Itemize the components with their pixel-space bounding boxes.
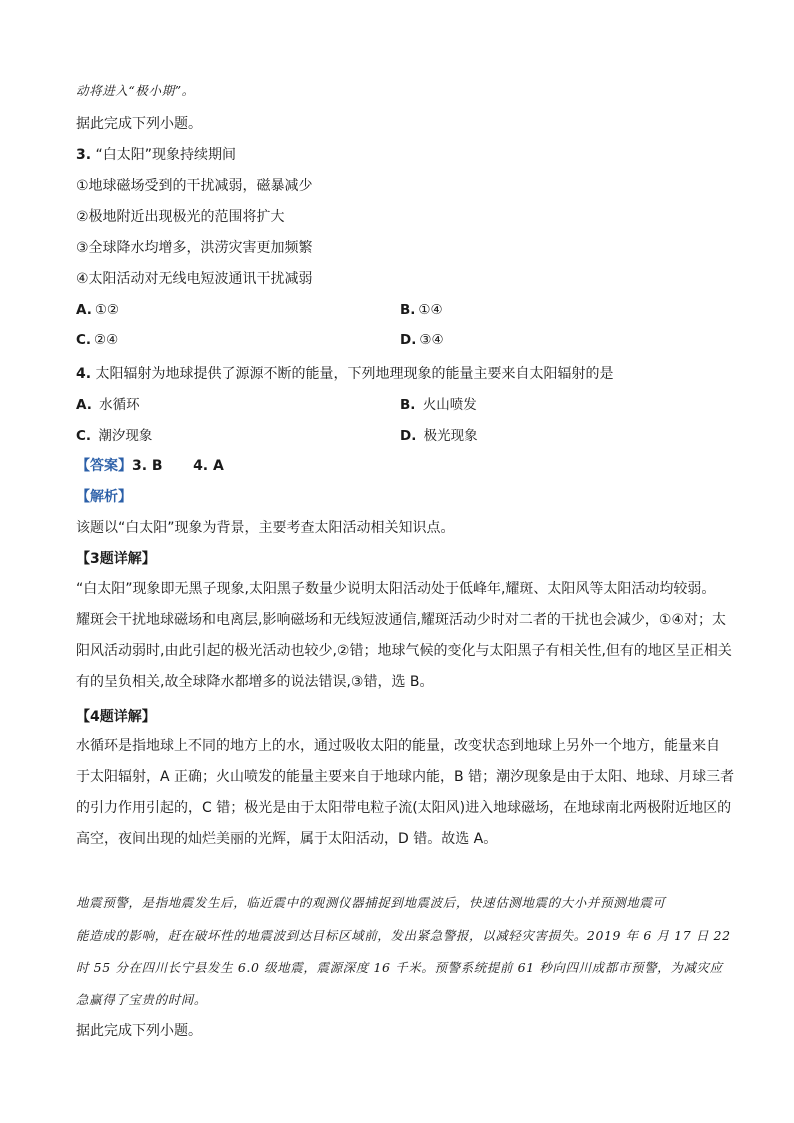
question-3-item: ③全球降水均增多，洪涝灾害更加频繁 [76, 240, 313, 256]
question-4-option-d [400, 426, 478, 446]
question-4-text: 太阳辐射为地球提供了源源不断的能量，下列地理现象的能量主要来自太阳辐射的是 [95, 366, 614, 382]
option-text: ①④ [418, 302, 443, 318]
paragraph-line: 高空，夜间出现的灿烂美丽的光辉，属于太阳活动，D 错。故选 A。 [76, 831, 498, 847]
paragraph-line: 的引力作用引起的，C 错；极光是由于太阳带电粒子流(太阳风)进入地球磁场，在地球南北两极附近地区的 [76, 800, 732, 816]
instruction-2: 据此完成下列小题。 [76, 1023, 202, 1039]
option-label: B. [400, 397, 416, 413]
analysis-summary: 该题以“白太阳”现象为背景，主要考查太阳活动相关知识点。 [76, 520, 455, 536]
answer-4: 4. A [193, 458, 224, 474]
question-3-item: ④太阳活动对无线电短波通讯干扰减弱 [76, 271, 313, 287]
option-label: A. [76, 397, 92, 413]
question-3-option-b [400, 300, 443, 320]
question-3-option-a [76, 300, 119, 320]
question-3-item: ②极地附近出现极光的范围将扩大 [76, 209, 285, 225]
option-text: 潮汐现象 [98, 428, 153, 444]
passage-2-line: 时 55 分在四川长宁县发生 6.0 级地震，震源深度 16 千米。预警系统提前 61 秒向四川成都市预警，为减灾应 [76, 960, 723, 975]
question-4-number: 4. [76, 366, 92, 382]
option-text: 火山喷发 [422, 397, 477, 413]
paragraph-line: 水循环是指地球上不同的地方上的水，通过吸收太阳的能量，改变状态到地球上另外一个地方，能量来自 [76, 738, 720, 754]
question-3-option-c [76, 330, 118, 350]
option-text: ③④ [419, 332, 444, 348]
option-label: C. [76, 332, 92, 348]
option-text: 极光现象 [423, 428, 478, 444]
passage-2-line: 能造成的影响，赶在破坏性的地震波到达目标区域前，发出紧急警报，以减轻灾害损失。2019 年 6 月 17 日 22 [76, 928, 731, 943]
analysis-tag-text: 【解析】 [76, 489, 132, 505]
analysis-tag [76, 487, 132, 507]
answer-line [76, 456, 224, 476]
paragraph-line: 阳风活动弱时,由此引起的极光活动也较少,②错；地球气候的变化与太阳黑子有相关性,但有的地区呈正相关 [76, 643, 732, 659]
question-4-stem [76, 364, 614, 384]
passage-2-line: 急赢得了宝贵的时间。 [76, 992, 208, 1007]
q3-detail-heading: 【3题详解】 [76, 551, 156, 567]
option-label: B. [400, 302, 416, 318]
option-text: 水循环 [99, 397, 140, 413]
question-4-option-b [400, 395, 477, 415]
paragraph-line: 于太阳辐射，A 正确；火山喷发的能量主要来自于地球内能，B 错；潮汐现象是由于太阳、地球、月球三者 [76, 769, 735, 785]
question-3-stem [76, 145, 236, 165]
instruction-1: 据此完成下列小题。 [76, 116, 202, 132]
q4-detail-paragraph [76, 731, 735, 855]
option-label: D. [400, 332, 417, 348]
answer-tag: 【答案】 [76, 458, 132, 474]
option-label: C. [76, 428, 92, 444]
option-label: A. [76, 302, 92, 318]
answer-3: 3. B [132, 458, 163, 474]
paragraph-line: 耀斑会干扰地球磁场和电离层,影响磁场和无线短波通信,耀斑活动少时对二者的干扰也会减少，①④对；太 [76, 612, 726, 628]
question-3-text: “白太阳”现象持续期间 [95, 147, 237, 163]
passage-2-line: 地震预警，是指地震发生后，临近震中的观测仪器捕捉到地震波后，快速估测地震的大小并预测地震可 [76, 895, 666, 910]
question-4-option-c [76, 426, 152, 446]
option-text: ②④ [94, 332, 119, 348]
option-text: ①② [94, 302, 120, 318]
intro-tail: 动将进入“极小期”。 [76, 83, 195, 98]
q3-detail-paragraph [76, 574, 732, 698]
question-3-number: 3. [76, 147, 92, 163]
question-3-option-d [400, 330, 444, 350]
paragraph-line: 有的呈负相关,故全球降水都增多的说法错误,③错，选 B。 [76, 674, 434, 690]
option-label: D. [400, 428, 417, 444]
paragraph-line: “白太阳”现象即无黑子现象,太阳黑子数量少说明太阳活动处于低峰年,耀斑、太阳风等太阳活动均较弱。 [76, 581, 716, 597]
question-4-option-a [76, 395, 140, 415]
question-3-item: ①地球磁场受到的干扰减弱，磁暴减少 [76, 178, 313, 194]
q4-detail-heading: 【4题详解】 [76, 709, 156, 725]
